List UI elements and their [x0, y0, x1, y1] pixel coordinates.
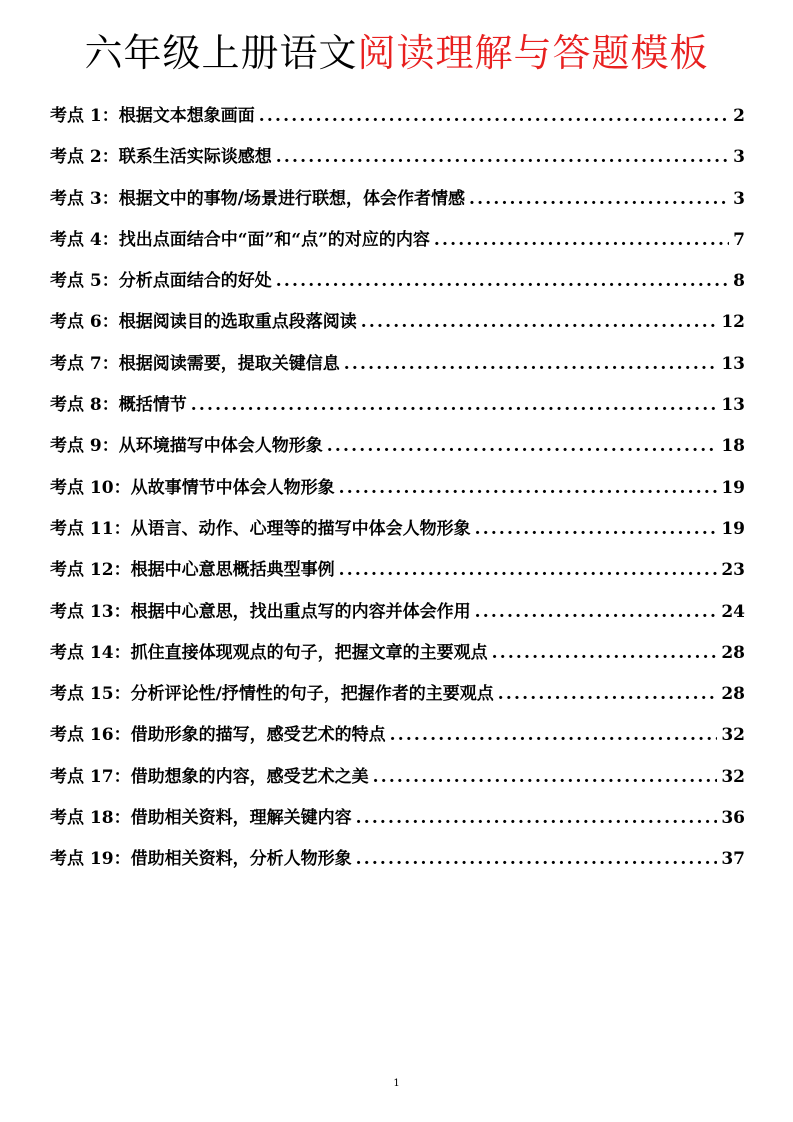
toc-entry-label: 考点 2：联系生活实际谈感想 [50, 147, 272, 168]
toc-entry-label: 考点 11：从语言、动作、心理等的描写中体会人物形象 [50, 518, 471, 539]
toc-entry-page: 13 [721, 395, 745, 416]
toc-entry[interactable] [50, 182, 745, 223]
table-of-contents [50, 99, 745, 884]
toc-entry[interactable] [50, 223, 745, 264]
toc-leader-dots [339, 471, 718, 505]
toc-leader-dots [339, 553, 718, 587]
toc-entry-page: 37 [721, 849, 745, 870]
toc-leader-dots [356, 842, 718, 876]
toc-entry-page: 3 [733, 147, 745, 168]
toc-leader-dots [498, 677, 718, 711]
toc-entry-label: 考点 16：借助形象的描写，感受艺术的特点 [50, 725, 386, 746]
toc-leader-dots [276, 140, 729, 174]
toc-entry-page: 36 [721, 808, 745, 829]
toc-leader-dots [356, 801, 718, 835]
toc-entry-label: 考点 4：找出点面结合中“面”和“点”的对应的内容 [50, 229, 430, 250]
toc-entry[interactable] [50, 512, 745, 553]
toc-entry[interactable] [50, 99, 745, 140]
toc-entry-page: 3 [733, 188, 745, 209]
toc-entry[interactable] [50, 347, 745, 388]
toc-entry-label: 考点 13：根据中心意思，找出重点写的内容并体会作用 [50, 601, 471, 622]
toc-leader-dots [492, 636, 718, 670]
toc-entry-page: 32 [721, 766, 745, 787]
toc-entry-page: 24 [721, 601, 745, 622]
toc-leader-dots [344, 347, 718, 381]
toc-entry-page: 2 [733, 106, 745, 126]
toc-entry[interactable] [50, 471, 745, 512]
toc-entry-label: 考点 18：借助相关资料，理解关键内容 [50, 808, 352, 829]
toc-leader-dots [475, 595, 718, 629]
toc-entry[interactable] [50, 264, 745, 305]
toc-leader-dots [327, 429, 718, 463]
toc-entry-page: 18 [721, 436, 745, 457]
toc-leader-dots [276, 264, 729, 298]
toc-leader-dots [361, 305, 718, 339]
toc-leader-dots [434, 223, 729, 257]
toc-entry[interactable] [50, 842, 745, 883]
toc-entry[interactable] [50, 140, 745, 181]
title-accent: 阅读理解与答题模板 [357, 31, 709, 75]
toc-entry[interactable] [50, 718, 745, 759]
toc-leader-dots [390, 718, 718, 752]
toc-entry-label: 考点 1：根据文本想象画面 [50, 106, 255, 126]
toc-entry[interactable] [50, 595, 745, 636]
toc-entry[interactable] [50, 801, 745, 842]
toc-entry-label: 考点 6：根据阅读目的选取重点段落阅读 [50, 312, 357, 333]
toc-entry[interactable] [50, 760, 745, 801]
toc-entry-page: 8 [733, 271, 745, 292]
toc-entry-page: 32 [721, 725, 745, 746]
toc-entry-label: 考点 7：根据阅读需要，提取关键信息 [50, 353, 340, 374]
toc-entry-page: 19 [721, 518, 745, 539]
toc-entry-label: 考点 10：从故事情节中体会人物形象 [50, 477, 335, 498]
toc-entry[interactable] [50, 429, 745, 470]
document-title [0, 28, 793, 78]
toc-entry[interactable] [50, 388, 745, 429]
toc-entry[interactable] [50, 636, 745, 677]
toc-entry[interactable] [50, 553, 745, 594]
toc-entry-label: 考点 19：借助相关资料，分析人物形象 [50, 849, 352, 870]
toc-entry-page: 19 [721, 477, 745, 498]
toc-entry-label: 考点 9：从环境描写中体会人物形象 [50, 436, 323, 457]
toc-entry-page: 7 [733, 229, 745, 250]
toc-entry-page: 12 [721, 312, 745, 333]
toc-leader-dots [475, 512, 718, 546]
toc-entry-label: 考点 8：概括情节 [50, 395, 187, 416]
page-number: 1 [393, 1078, 400, 1089]
toc-leader-dots [259, 99, 729, 133]
toc-entry-label: 考点 14：抓住直接体现观点的句子，把握文章的主要观点 [50, 642, 488, 663]
toc-entry-label: 考点 12：根据中心意思概括典型事例 [50, 560, 335, 581]
toc-entry-label: 考点 3：根据文中的事物/场景进行联想，体会作者情感 [50, 188, 465, 209]
toc-entry[interactable] [50, 305, 745, 346]
toc-leader-dots [373, 760, 718, 794]
toc-entry-page: 13 [721, 353, 745, 374]
toc-entry-page: 23 [721, 560, 745, 581]
title-main: 六年级上册语文 [84, 31, 358, 75]
toc-entry[interactable] [50, 677, 745, 718]
toc-leader-dots [469, 182, 729, 216]
toc-entry-label: 考点 17：借助想象的内容，感受艺术之美 [50, 766, 369, 787]
toc-entry-label: 考点 5：分析点面结合的好处 [50, 271, 272, 292]
toc-entry-page: 28 [721, 642, 745, 663]
toc-entry-page: 28 [721, 684, 745, 705]
toc-leader-dots [191, 388, 718, 422]
toc-entry-label: 考点 15：分析评论性/抒情性的句子，把握作者的主要观点 [50, 684, 494, 705]
